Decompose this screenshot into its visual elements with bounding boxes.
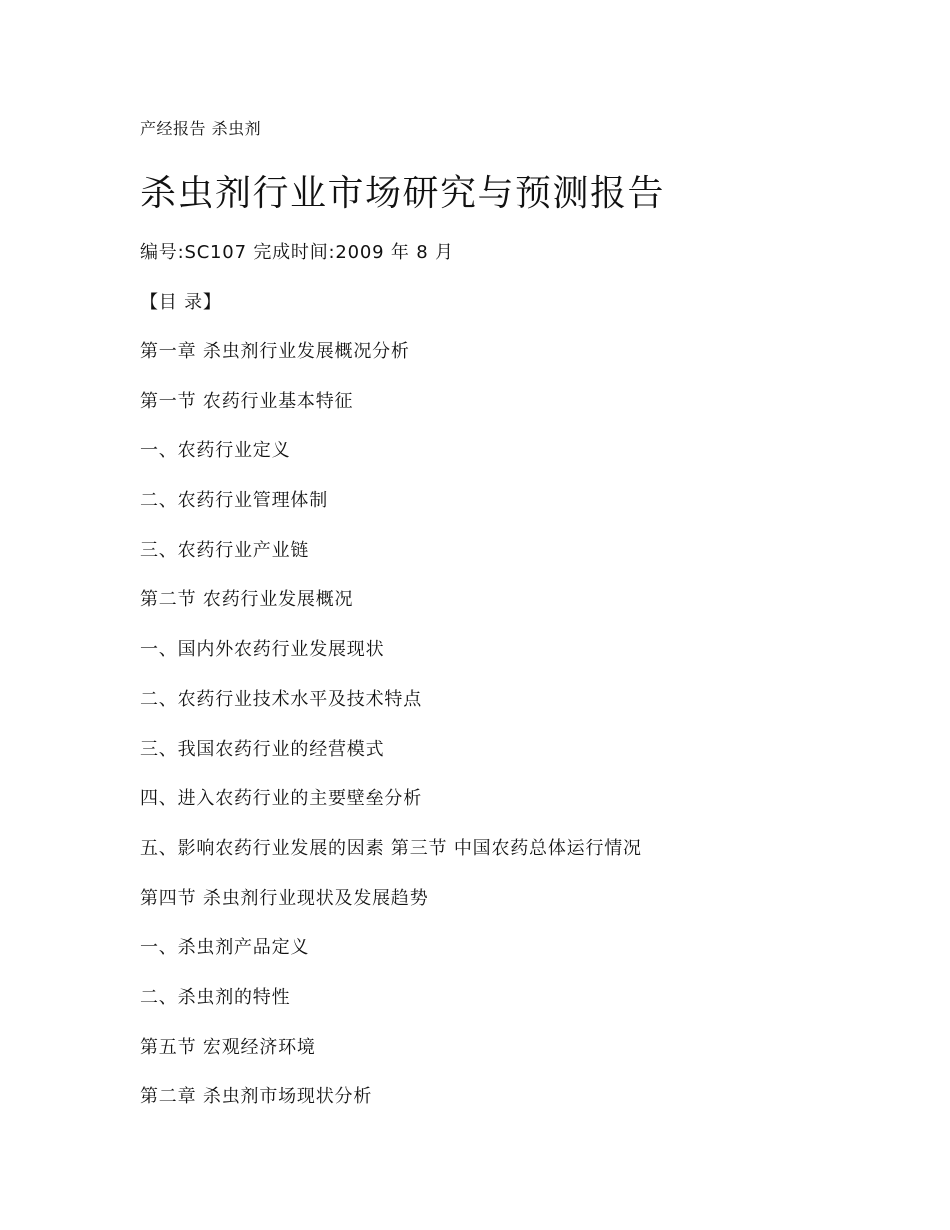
toc-item: 二、农药行业技术水平及技术特点 bbox=[140, 688, 422, 710]
report-title: 杀虫剂行业市场研究与预测报告 bbox=[140, 173, 666, 214]
page-header: 产经报告 杀虫剂 bbox=[140, 119, 262, 138]
toc-item: 二、农药行业管理体制 bbox=[140, 490, 328, 512]
report-meta: 编号:SC107 完成时间:2009 年 8 月 bbox=[140, 242, 454, 263]
toc-item: 第四节 杀虫剂行业现状及发展趋势 bbox=[140, 887, 429, 909]
toc-item: 第一节 农药行业基本特征 bbox=[140, 390, 354, 412]
toc-item: 二、杀虫剂的特性 bbox=[140, 986, 291, 1008]
toc-item: 一、国内外农药行业发展现状 bbox=[140, 639, 385, 661]
toc-item: 第二节 农药行业发展概况 bbox=[140, 589, 354, 611]
toc-item: 一、农药行业定义 bbox=[140, 440, 291, 462]
toc-item: 第一章 杀虫剂行业发展概况分析 bbox=[140, 341, 410, 362]
document-page bbox=[140, 0, 920, 1230]
toc-item: 三、农药行业产业链 bbox=[140, 539, 310, 561]
toc-heading: 【目 录】 bbox=[140, 292, 222, 313]
toc-item: 第五节 宏观经济环境 bbox=[140, 1036, 316, 1058]
toc-item: 四、进入农药行业的主要壁垒分析 bbox=[140, 788, 422, 810]
toc-item: 三、我国农药行业的经营模式 bbox=[140, 738, 385, 760]
toc-item: 第二章 杀虫剂市场现状分析 bbox=[140, 1086, 373, 1108]
toc-item: 一、杀虫剂产品定义 bbox=[140, 937, 310, 959]
table-of-contents bbox=[140, 339, 642, 1134]
toc-item: 五、影响农药行业发展的因素 第三节 中国农药总体运行情况 bbox=[140, 837, 642, 859]
